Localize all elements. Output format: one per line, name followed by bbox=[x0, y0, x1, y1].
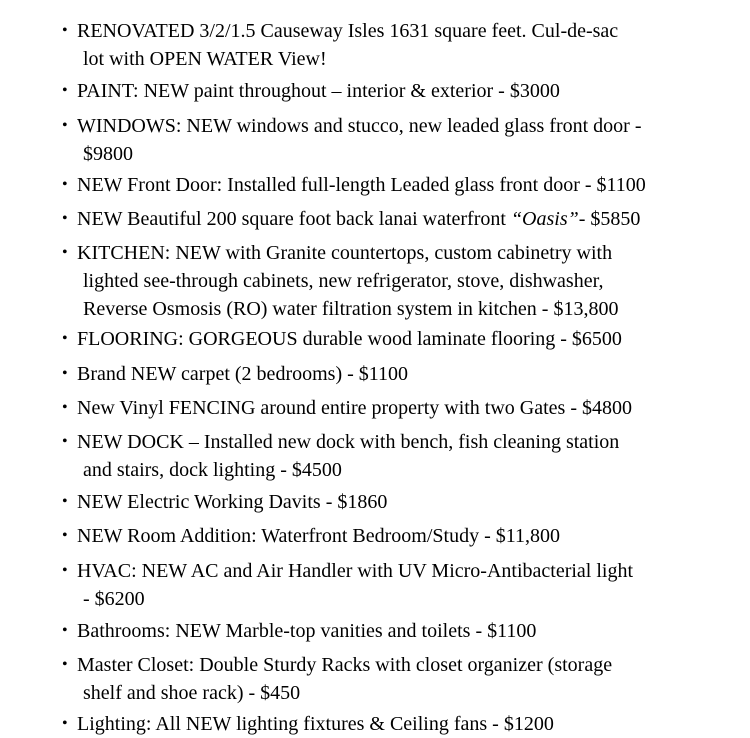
bullet-icon: • bbox=[62, 622, 68, 639]
list-item bbox=[62, 205, 722, 233]
list-item bbox=[62, 171, 722, 199]
list-item-text: Lighting: All NEW lighting fixtures & Ceiling fans - $1200 bbox=[77, 713, 554, 735]
bullet-icon: • bbox=[62, 330, 68, 347]
list-item bbox=[62, 651, 722, 707]
list-item-text: lot with OPEN WATER View! bbox=[83, 48, 327, 70]
list-item-text: WINDOWS: NEW windows and stucco, new leaded glass front door - bbox=[77, 115, 642, 137]
list-item-text: Brand NEW carpet (2 bedrooms) - $1100 bbox=[77, 363, 409, 385]
list-item-text-main: NEW Beautiful 200 square foot back lanai waterfront bbox=[77, 208, 511, 230]
oasis-emphasis: “Oasis” bbox=[510, 208, 579, 230]
bullet-icon: • bbox=[62, 433, 68, 450]
bullet-icon: • bbox=[62, 399, 68, 416]
list-item-text: - $6200 bbox=[83, 588, 145, 610]
list-item-text: Reverse Osmosis (RO) water filtration system in kitchen - $13,800 bbox=[83, 298, 619, 320]
bullet-icon: • bbox=[62, 176, 68, 193]
list-item-text: lighted see-through cabinets, new refrigerator, stove, dishwasher, bbox=[83, 270, 604, 292]
list-item-text: $9800 bbox=[83, 143, 133, 165]
list-item bbox=[62, 557, 722, 613]
list-item bbox=[62, 17, 722, 73]
list-item-text: HVAC: NEW AC and Air Handler with UV Micro-Antibacterial light bbox=[77, 560, 634, 582]
list-item-text: KITCHEN: NEW with Granite countertops, custom cabinetry with bbox=[77, 242, 613, 264]
list-item bbox=[62, 77, 722, 105]
list-item-text: NEW DOCK – Installed new dock with bench, fish cleaning station bbox=[77, 431, 620, 453]
bullet-icon: • bbox=[62, 117, 68, 134]
list-item-text: NEW Front Door: Installed full-length Leaded glass front door - $1100 bbox=[77, 174, 646, 196]
list-item bbox=[62, 428, 722, 484]
list-item bbox=[62, 617, 722, 645]
bullet-icon: • bbox=[62, 244, 68, 261]
bullet-icon: • bbox=[62, 562, 68, 579]
list-item bbox=[62, 360, 722, 388]
bullet-icon: • bbox=[62, 365, 68, 382]
list-item-text: and stairs, dock lighting - $4500 bbox=[83, 459, 342, 481]
list-item bbox=[62, 394, 722, 422]
list-item-text: NEW Room Addition: Waterfront Bedroom/Study - $11,800 bbox=[77, 525, 560, 547]
list-item-text: RENOVATED 3/2/1.5 Causeway Isles 1631 square feet. Cul-de-sac bbox=[77, 20, 619, 42]
bullet-icon: • bbox=[62, 527, 68, 544]
list-item-text: NEW Electric Working Davits - $1860 bbox=[77, 491, 388, 513]
list-item bbox=[62, 522, 722, 550]
list-item-text: PAINT: NEW paint throughout – interior & exterior - $3000 bbox=[77, 80, 560, 102]
list-item bbox=[62, 325, 722, 353]
list-item-text: FLOORING: GORGEOUS durable wood laminate flooring - $6500 bbox=[77, 328, 622, 350]
list-item-text: shelf and shoe rack) - $450 bbox=[83, 682, 301, 704]
list-item-text bbox=[62, 205, 722, 233]
list-item-text-price: - $5850 bbox=[578, 208, 641, 230]
list-item bbox=[62, 710, 722, 738]
list-item bbox=[62, 239, 722, 323]
list-item bbox=[62, 488, 722, 516]
bullet-icon: • bbox=[62, 493, 68, 510]
bullet-icon: • bbox=[62, 210, 68, 227]
bullet-icon: • bbox=[62, 656, 68, 673]
list-item-text: New Vinyl FENCING around entire property with two Gates - $4800 bbox=[77, 397, 632, 419]
bullet-icon: • bbox=[62, 715, 68, 732]
bullet-icon: • bbox=[62, 22, 68, 39]
bullet-icon: • bbox=[62, 82, 68, 99]
list-item-text: Master Closet: Double Sturdy Racks with closet organizer (storage bbox=[77, 654, 613, 676]
list-item bbox=[62, 112, 722, 168]
list-item-text: Bathrooms: NEW Marble-top vanities and toilets - $1100 bbox=[77, 620, 537, 642]
